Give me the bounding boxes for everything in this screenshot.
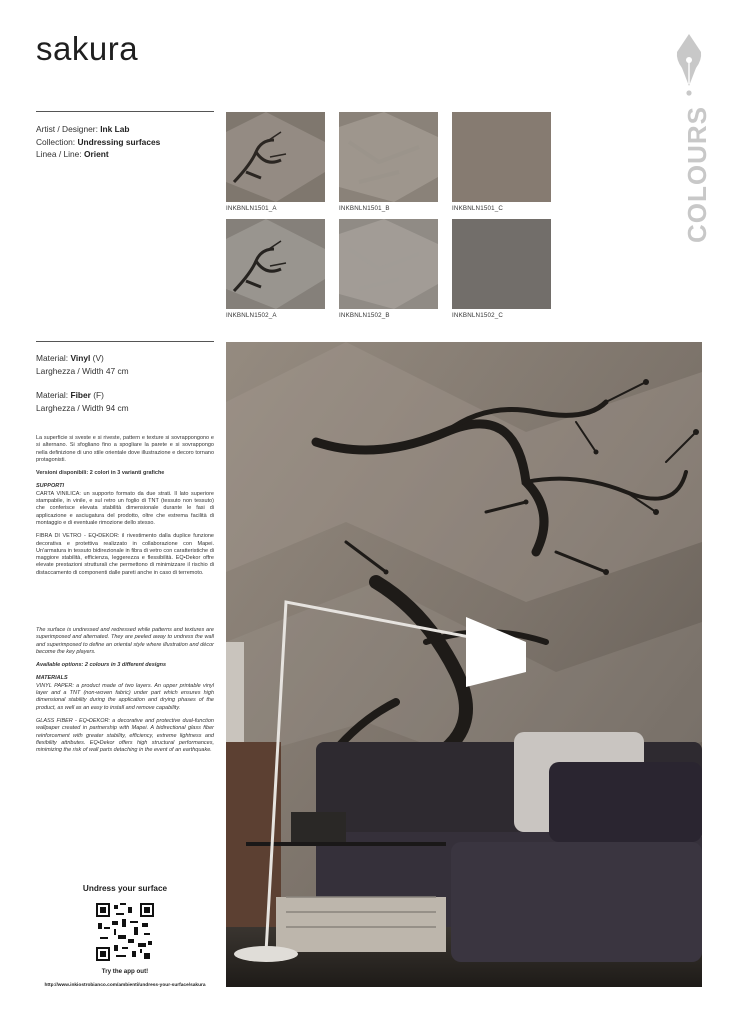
page-title: sakura [36,30,139,67]
swatch-image[interactable] [226,112,325,202]
divider [36,341,214,342]
qr-code[interactable] [96,903,154,961]
swatch-image[interactable] [226,219,325,309]
swatch-code: INKBNLN1502_A [226,312,277,319]
material-vinyl: Material: Vinyl (V) Larghezza / Width 47 cm [36,353,129,376]
swatch-code: INKBNLN1502_B [339,312,390,319]
swatch-image[interactable] [339,219,438,309]
material-fiber: Material: Fiber (F) Larghezza / Width 94 cm [36,390,129,413]
app-cta[interactable]: Try the app out! [101,968,149,975]
english-description: The surface is undressed and redressed while patterns and textures are superimposed and alternated. They are peeled away to undress the wall and superimposed to define an oriental style where illustration and décor become the key players. Available options: 2 colours in 3 different designs MATERIALS VINYL PAPER: a product made of two layers. An upper printable vinyl layer and a TNT (non-woven fabric) under part which ensures high dimensional stability during the application and drying phases of the product, as well as an easy to install and remove capability. GLASS FIBER - EQ•DEKOR: a decorative and protective dual-function wallpaper created in partnership with Mapei. A bidirectional glass fiber reinforcement with greater stability, efficiency, extreme lightness and flexibility attributes. EQ•Dekor offers high structural performances, minimizing the risk of wall parts detaching in the event of an earthquake. [36,627,214,754]
italian-description: La superficie si sveste e si riveste, pattern e texture si sovrappongono e si alternano. Si sfogliano fino a spogliare la parete e si sovrappongo nella definizione di uno stile orientale dove illustrazione e decoro tornano protagonisti. Versioni disponibili: 2 colori in 3 varianti grafiche SUPPORTI CARTA VINILICA: un supporto formato da due strati. Il lato superiore stampabile, in vinile, e sul retro un foglio di TNT (tessuto non tessuto) che conferisce elevata stabilità dimensionale durante le fasi di applicazione e asciugatura del prodotto, oltre che estrema facilità di montaggio e di eventuale rimozione dello stesso. FIBRA DI VETRO - EQ•DEKOR: il rivestimento dalla duplice funzione decorativa e protettiva realizzato in collaborazione con Mapei. Un'armatura in tessuto bidirezionale in fibra di vetro con caratteristiche di maggiore stabilità, efficienza, leggerezza e flessibilità. EQ•Dekor offre elevate prestazioni strutturali che permettono di minimizzare il rischio di distaccamento di componenti dalle pareti anche in caso di terremoto. [36,435,214,576]
swatch-image[interactable] [339,112,438,202]
swatch-image[interactable] [452,219,551,309]
credits: Artist / Designer: Ink Lab Collection: Undressing surfaces Linea / Line: Orient [36,124,161,159]
url-link[interactable]: http://www.inkiostrobianco.com/ambienti/undress-your-surface/sakura [44,983,206,988]
line-name: Orient [83,149,109,159]
swatch-code: INKBNLN1501_A [226,205,277,212]
swatch-image[interactable] [452,112,551,202]
swatch-code: INKBNLN1501_C [452,205,504,212]
divider [36,111,214,112]
room-photo [226,342,702,987]
swatch-code: INKBNLN1501_B [339,205,390,212]
tagline: Undress your surface [82,884,168,893]
collection-name: Undressing surfaces [77,136,161,147]
colours-label: COLOURS [682,106,712,243]
artist-name: Ink Lab [100,124,130,134]
pen-nib-logo-icon [674,34,704,96]
swatch-code: INKBNLN1502_C [452,312,504,319]
